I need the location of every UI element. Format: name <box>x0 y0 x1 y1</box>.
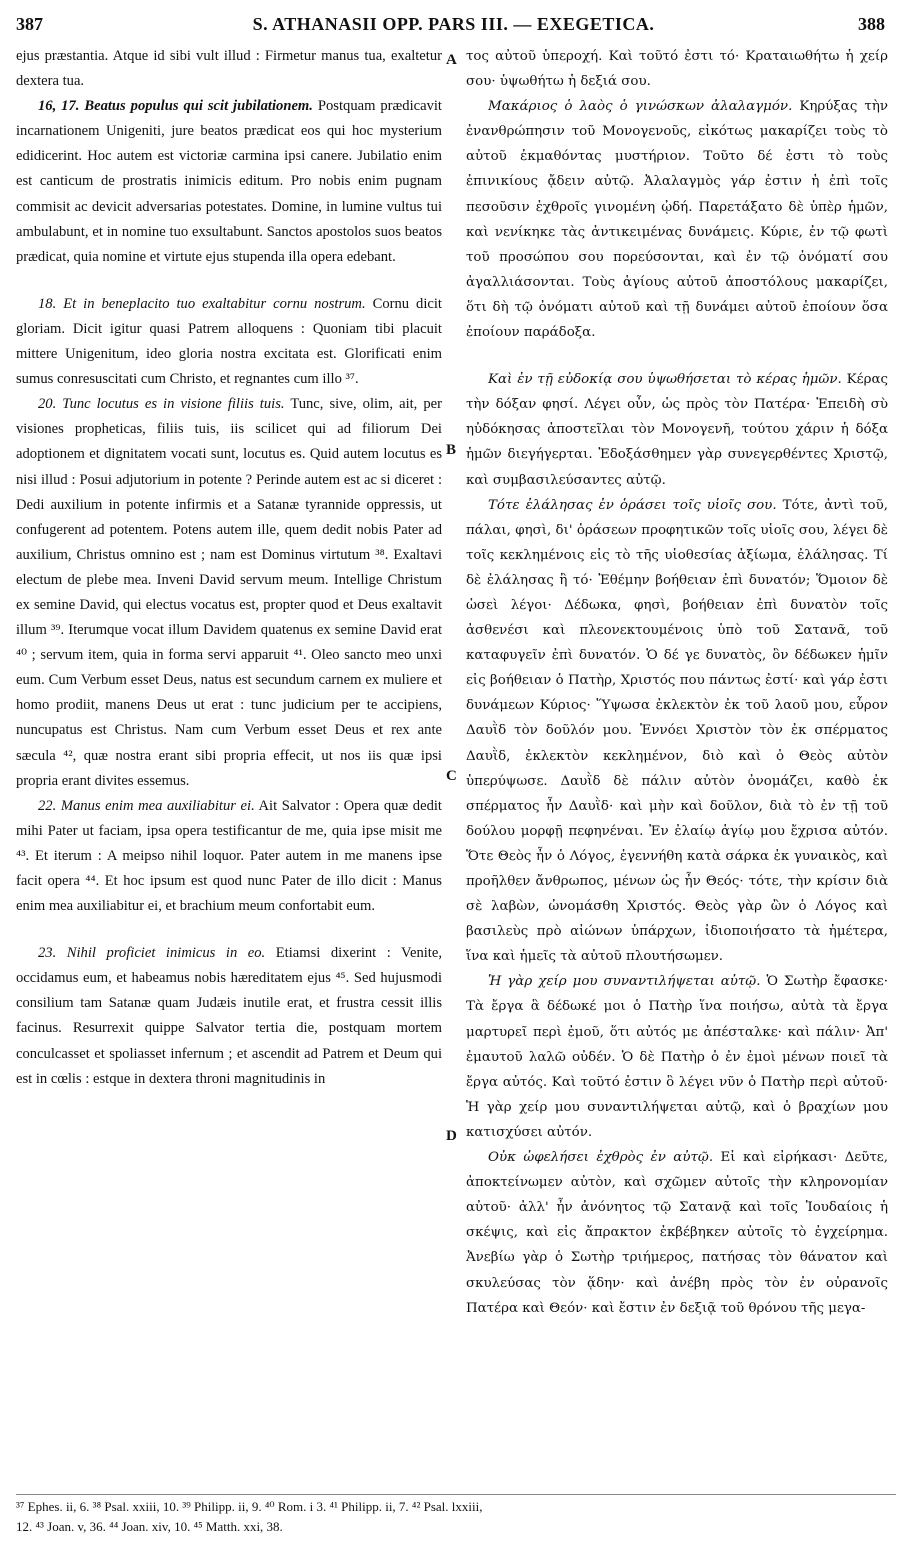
latin-paragraph-4 <box>16 392 442 794</box>
latin-text: Tunc, sive, olim, ait, per visiones propheticas, filiis tuis, iis scilicet qui ad filiorum Dei adoptionem et dignitatem vocati sunt, locutus es. Quid autem locutus es nisi illud : Posui adjutorium in potente ? Perinde autem est ac si diceret : Dedi auxilium in potente infirmis et a Satanæ tyrannide oppressis, ut confugerent ad potentem. Potens autem ille, quem dedit nobis Pater ad auxilium, Christus omnino est ; nam est Dominus virtutum ³⁸. Exaltavi electum de plebe mea. Inveni David servum meum. Intellige Christum ex semine David, qui electus vocatus est, propter quod et Deus exaltavit illum ³⁹. Iterumque vocat illum Davidem quatenus ex semine David erat ⁴⁰ ; servum item, quia in forma servi apparuit ⁴¹. Oleo sancto meo unxi eum. Cum Verbum esset Deus, natus est secundum carnem ex muliere et homo prodiit, manens Deus ut erat : tunc judicium per te accipiens, nuncupatus est Christus. Nam cum Verbum esset Deus et rex ante sæcula ⁴², quæ nostra erant sibi propria effecit, ut nos iis quæ ipsi propria erant divites essemus. <box>16 396 442 789</box>
verse-heading: 23. Nihil proficiet inimicus in eo. <box>38 945 266 962</box>
verse-heading: Τότε ἐλάλησας ἐν ὁράσει τοῖς υἱοῖς σου. <box>488 497 777 513</box>
latin-text: ejus præstantia. Atque id sibi vult illud : Firmetur manus tua, exaltetur dextera tua. <box>16 48 442 90</box>
greek-text: τος αὐτοῦ ὑπεροχή. Καὶ τοῦτό ἐστι τό· Κραταιωθήτω ἡ χείρ σου· ὑψωθήτω ἡ δεξιά σου. <box>466 49 888 90</box>
greek-text: Κέρας τὴν δόξαν φησί. Λέγει οὖν, ὡς πρὸς τὸν Πατέρα· Ἐπειδὴ σὺ ηὐδόκησας ἀποστεῖλαι τὸν Μονογενῆ, τούτου χάριν ἡ δόξα ἡμῶν διεγήγερται. Ἐδοξάσθημεν γὰρ συνεγερθέντες Χριστῷ, καὶ συμβασιλεύσαντες αὐτῷ. <box>466 372 888 488</box>
footnote-line: ³⁷ Ephes. ii, 6. ³⁸ Psal. xxiii, 10. ³⁹ Philipp. ii, 9. ⁴⁰ Rom. i 3. ⁴¹ Philipp. ii, 7. ⁴² Psal. lxxiii, <box>16 1499 483 1514</box>
latin-text: Cornu dicit gloriam. Dicit igitur quasi Patrem alloquens : Quoniam tibi placuit mittere Unigenitum, ideo gloria nostra excitata est. Glorificati enim sumus conresuscitati cum Christo, et regnantes cum illo ³⁷. <box>16 295 442 388</box>
greek-paragraph-4 <box>466 493 888 970</box>
greek-paragraph-3 <box>466 367 888 492</box>
latin-paragraph-3 <box>16 292 442 392</box>
latin-text: Etiamsi dixerint : Venite, occidamus eum, et habeamus nobis hæreditatem ejus ⁴⁵. Sed hujusmodi consilium tam Satanæ quam Judæis inutile erat, et frustra cessit illis facinus. Resurrexit quippe Salvator tertia die, postquam mortem conculcasset et spoliasset infernum ; et ascendit ad Patrem et Deum qui est in cœlis : estque in dextera throni magnitudinis in <box>16 945 442 1087</box>
page-number-right: 388 <box>858 14 885 34</box>
greek-paragraph-5 <box>466 969 888 1145</box>
greek-text: Ὁ Σωτὴρ ἔφασκε· Τὰ ἔργα ἃ δέδωκέ μοι ὁ Πατὴρ ἵνα ποιήσω, αὐτὰ τὰ ἔργα μαρτυρεῖ περὶ ἐμοῦ, ὅτι αὐτός με ἀπέσταλκε· καὶ πάλιν· Ἀπ' ἐμαυτοῦ λαλῶ οὐδέν. Ὁ δὲ Πατὴρ ὁ ἐν ἐμοὶ μένων ποιεῖ τὰ ἔργα αὐτός. Καὶ τοῦτό ἐστιν ὃ λέγει νῦν ὁ Πατὴρ περὶ αὐτοῦ· Ἡ γὰρ χείρ μου συναντιλήψεται αὐτῷ, καὶ ὁ βραχίων μου κατισχύσει αὐτόν. <box>466 974 888 1140</box>
margin-letter-d: D <box>446 1128 457 1144</box>
running-title: S. ATHANASII OPP. PARS III. — EXEGETICA. <box>252 14 655 34</box>
latin-paragraph-5 <box>16 794 442 919</box>
margin-letter-b: B <box>446 442 457 458</box>
footnotes <box>16 1494 896 1537</box>
greek-text: Τότε, ἀντὶ τοῦ, πάλαι, φησὶ, δι' ὁράσεων προφητικῶν τοῖς υἱοῖς σου, λέγει δὲ τοῖς κεκλημένοις εἰς τὸ τῆς υἱοθεσίας ἀξίωμα, ἐλάλησας. Τί δὲ ἐλάλησας ἢ τό· Ἐθέμην βοήθειαν ἐπὶ δυνατόν; Ὅμοιον δὲ ὡσεὶ λέγοι· Δέδωκα, φησὶ, βοήθειαν ἐπὶ δυνατὸν τοῖς ἀσθενέσι καὶ πλεονεκτουμένοις ὑπὸ τοῦ Σατανᾶ, τοῦ καταφυγεῖν ἐπὶ δυνατόν. Ὁ δέ γε δυνατὸς, ὃν δέδωκεν ἡμῖν εἰς βοήθειαν ὁ Πατὴρ, Χριστός που πάντως ἐστί· καὶ γάρ ἐστι δυνάμεων Κύριος· Ὕψωσα ἐκλεκτὸν ἐκ τοῦ λαοῦ μου, εὗρον Δαυῒδ τὸν δοῦλόν μου. Ἐννόει Χριστὸν τὸν ἐκ σπέρματος Δαυῒδ, ἐκλεκτὸν κεκλημένον, διὸ καὶ ὁ Θεὸς αὐτὸν ὑπερύψωσε. Δαυῒδ δὲ πάλιν αὐτὸν ὀνομάζει, καθὸ ἐκ σπέρματος ἦν Δαυῒδ· καὶ μὴν καὶ δοῦλον, διὰ τὸ ἐν τῇ τοῦ δούλου μορφῇ πεφηνέναι. Ἐν ἐλαίῳ ἁγίῳ μου ἔχρισα αὐτόν. Ὅτε Θεὸς ἦν ὁ Λόγος, ἐγεννήθη κατὰ σάρκα ἐκ γυναικὸς, καὶ προῆλθεν ἄνθρωπος, μένων ὡς ἦν Θεός· τότε, τὴν κρίσιν διὰ σὲ λαβὼν, ὠνομάσθη Χριστός. Θεὸς γὰρ ὢν ὁ Λόγος καὶ βασιλεὺς πρὸ αἰώνων ὑπάρχων, ἰδιοποιήσατο τὰ ἡμέτερα, ἵνα καὶ ἡμεῖς τὰ αὐτοῦ πλουτήσωμεν. <box>466 497 888 965</box>
verse-heading: 18. Et in beneplacito tuo exaltabitur cornu nostrum. <box>38 295 366 312</box>
greek-text: Εἰ καὶ εἰρήκασι· Δεῦτε, ἀποκτείνωμεν αὐτὸν, καὶ σχῶμεν αὐτοῖς τὴν κληρονομίαν αὐτοῦ· ἀλλ' ἦν ἀνόνητος τῷ Σατανᾷ καὶ τοῖς Ἰουδαίοις ἡ σκέψις, καὶ εἰς ἄπρακτον ἐκβέβηκεν αὐτοῖς τὸ ἐγχείρημα. Ἀνεβίω γὰρ ὁ Σωτὴρ τριήμερος, πατήσας τὸν θάνατον καὶ σκυλεύσας τὸν ᾅδην· καὶ ἀνέβη πρὸς τὸν ἐν οὐρανοῖς Πατέρα καὶ Θεόν· καὶ ἔστιν ἐν δεξιᾷ τοῦ θρόνου τῆς μεγα- <box>466 1150 888 1316</box>
margin-letter-c: C <box>446 768 457 784</box>
latin-column <box>16 44 442 1092</box>
verse-heading: Καὶ ἐν τῇ εὐδοκίᾳ σου ὑψωθήσεται τὸ κέρας ἡμῶν. <box>488 372 842 388</box>
verse-heading: Οὐκ ὠφελήσει ἐχθρὸς ἐν αὐτῷ. <box>488 1150 714 1166</box>
greek-paragraph-1 <box>466 44 888 94</box>
page-number-left: 387 <box>16 14 43 34</box>
latin-paragraph-2 <box>16 94 442 270</box>
greek-column <box>466 44 888 1321</box>
greek-paragraph-6 <box>466 1145 888 1321</box>
latin-paragraph-1 <box>16 44 442 94</box>
latin-text: Ait Salvator : Opera quæ dedit mihi Pater ut faciam, ipsa opera testificantur de me, quia ipse misit me ⁴³. Et iterum : A meipso nihil loquor. Pater autem in me manens ipse facit opera ⁴⁴. Et hoc ipsum est quod nunc Pater de illo dicit : Manus enim mea auxiliabitur ei, et brachium meum confortabit eum. <box>16 797 442 915</box>
margin-letter-a: A <box>446 52 457 68</box>
greek-paragraph-2 <box>466 94 888 345</box>
footnote-line: 12. ⁴³ Joan. v, 36. ⁴⁴ Joan. xiv, 10. ⁴⁵ Matth. xxi, 38. <box>16 1519 283 1534</box>
latin-paragraph-6 <box>16 941 442 1092</box>
running-header <box>0 10 907 44</box>
verse-heading: 16, 17. Beatus populus qui scit jubilationem. <box>38 98 313 115</box>
verse-heading: 20. Tunc locutus es in visione filiis tuis. <box>38 396 285 413</box>
verse-heading: Ἡ γὰρ χείρ μου συναντιλήψεται αὐτῷ. <box>488 974 761 990</box>
verse-heading: 22. Manus enim mea auxiliabitur ei. <box>38 797 255 814</box>
latin-text: Postquam prædicavit incarnationem Unigeniti, jure beatos prædicat eos qui hoc mysterium edidicerint. Hoc autem est victoriæ carmina ipsi canere. Jubilatio enim est canticum de prostratis inimicis editum. Pro nobis enim pugnam commisit ac devicit adversarias potestates. Domine, in lumine vultus tui ambulabunt, et in nomine tuo exsultabunt. Sanctos apostolos suos beatos prædicat, quia nomine et virtute ejus stupenda illa opera edebant. <box>16 98 442 265</box>
verse-heading: Μακάριος ὁ λαὸς ὁ γινώσκων ἀλαλαγμόν. <box>488 99 793 115</box>
greek-text: Κηρύξας τὴν ἐνανθρώπησιν τοῦ Μονογενοῦς, εἰκότως μακαρίζει τοὺς τὸ αὐτοῦ ἐκμαθόντας μυστήριον. Τοῦτο δέ ἐστι τὸ τοὺς ἐπινικίους ᾄδειν αὐτῷ. Ἀλαλαγμὸς γάρ ἐστιν ἡ ἐπὶ τοῖς πεσοῦσιν ἐχθροῖς γινομένη ᾠδή. Παρετάξατο δὲ ὑπὲρ ἡμῶν, καὶ νενίκηκε τὰς ἀντικειμένας δυνάμεις. Κύριε, ἐν τῷ φωτὶ τοῦ προσώπου σου πορεύσονται, καὶ ἐν τῷ ὀνόματί σου ἀγαλλιάσονται. Τοὺς ἁγίους αὐτοῦ ἀποστόλους μακαρίζει, ὅτι δὴ τῷ ὀνόματι αὐτοῦ καὶ τῇ δυνάμει αὐτοῦ ἐποίουν ὅσα ἐποίουν παράδοξα. <box>466 99 888 341</box>
